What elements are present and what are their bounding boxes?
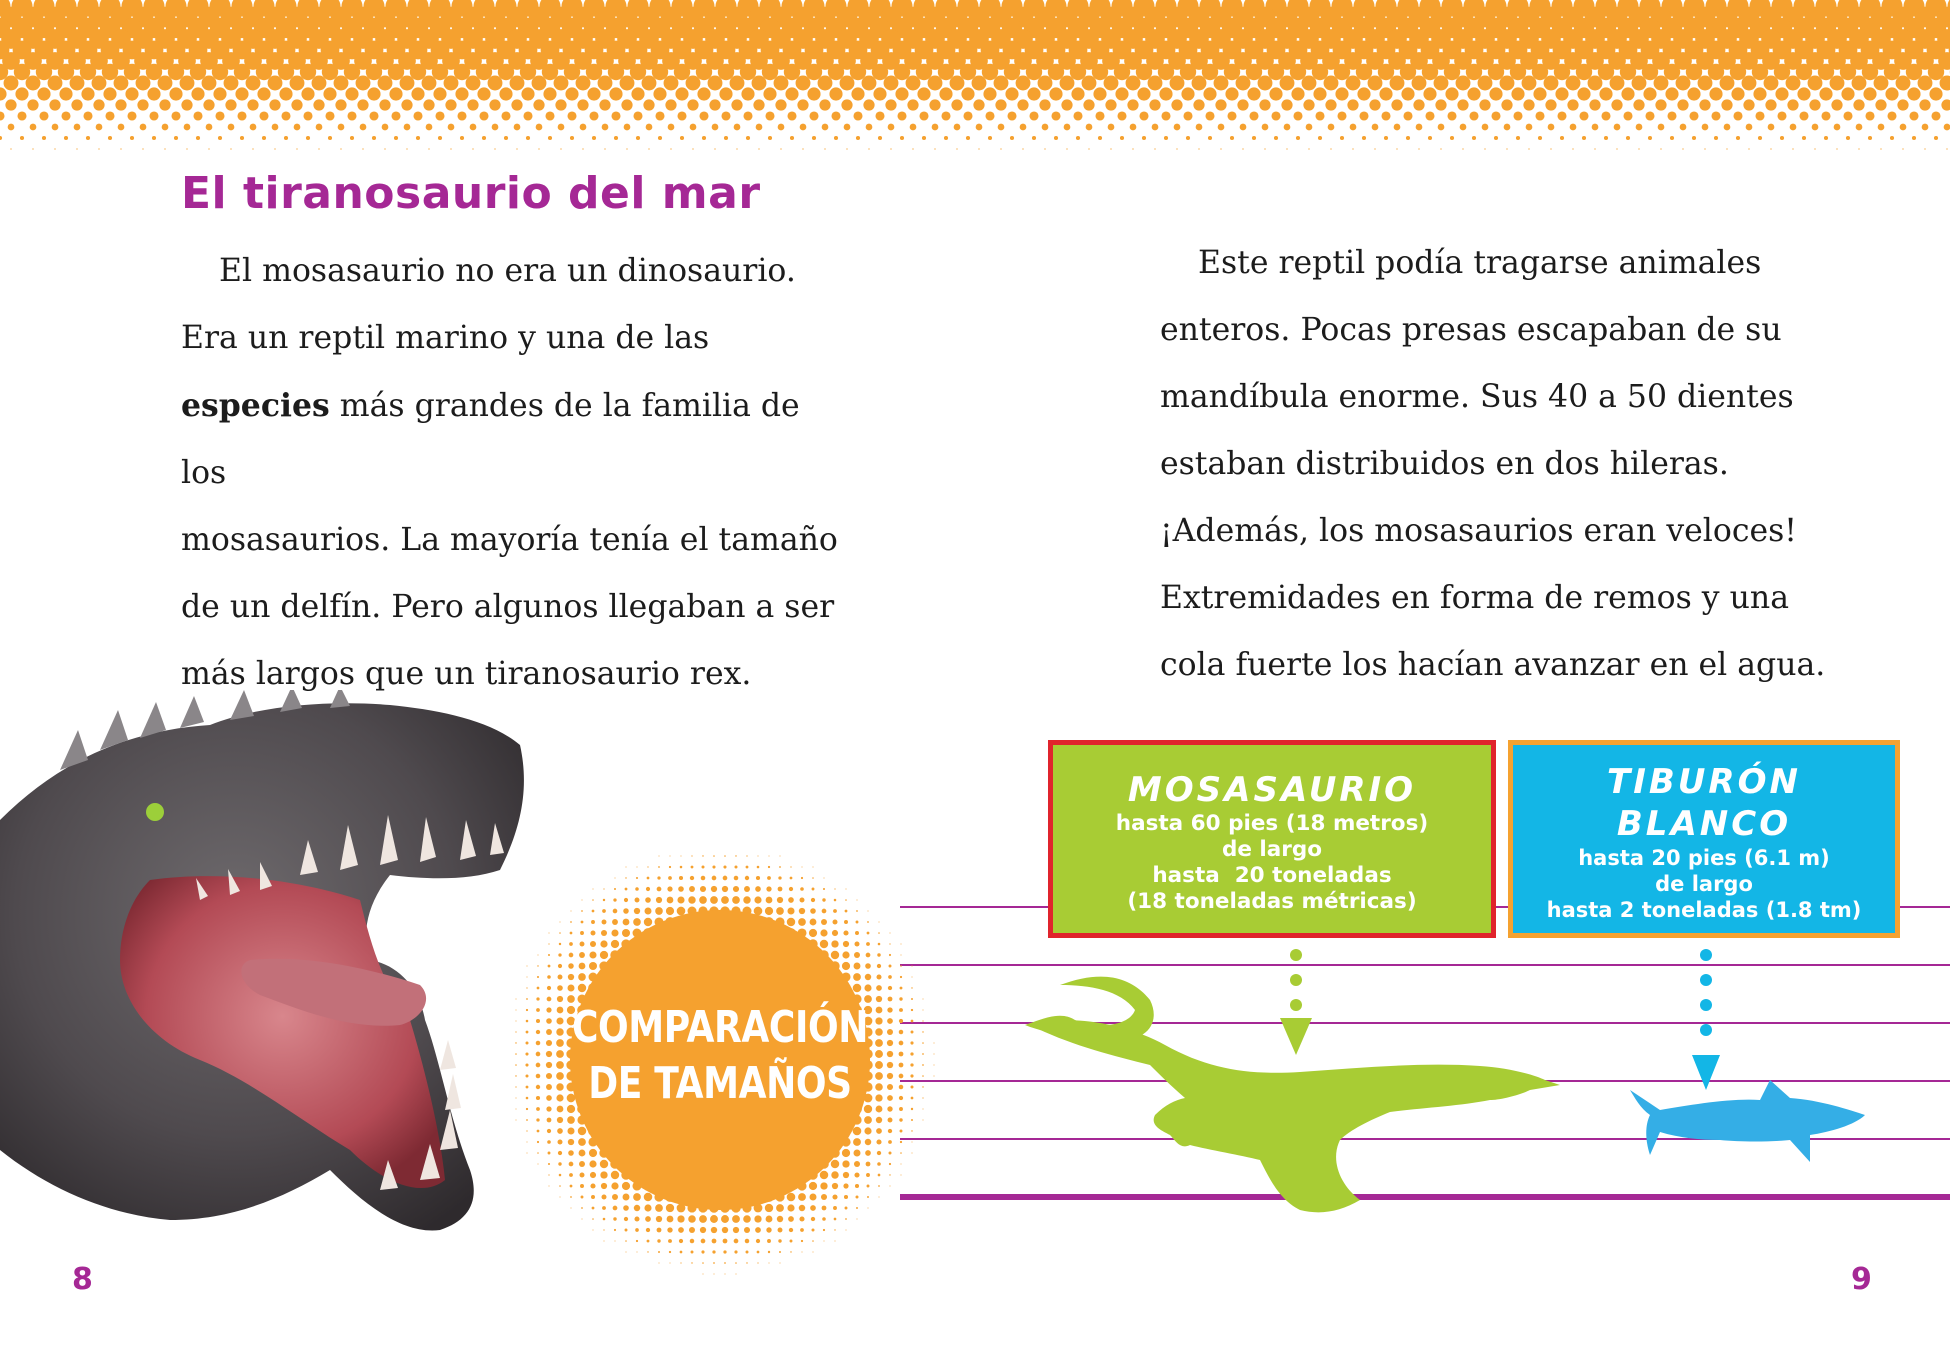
- text-line: El mosasaurio no era un dinosaurio.: [219, 253, 796, 289]
- dotted-down-arrow: [1692, 949, 1720, 1090]
- text-line: ¡Además, los mosasaurios eran veloces!: [1160, 513, 1797, 549]
- scale-lines: [900, 907, 1950, 1197]
- text-line: estaban distribuidos en dos hileras.: [1160, 446, 1729, 482]
- text-line: Este reptil podía tragarse animales: [1198, 245, 1762, 281]
- shark-name: BLANCO: [1616, 804, 1792, 844]
- size-comparison-label: COMPARACIÓN DE TAMAÑOS: [571, 1002, 869, 1109]
- text-line: Extremidades en forma de remos y una: [1160, 580, 1789, 616]
- shark-name: TIBURÓN: [1607, 762, 1801, 802]
- mosasaurus-info-box: [1048, 740, 1496, 938]
- mosasaurus-length-unit: de largo: [1221, 837, 1323, 862]
- text-line: cola fuerte los hacían avanzar en el agua.: [1160, 647, 1826, 683]
- shark-length-unit: de largo: [1655, 872, 1753, 896]
- shark-length: hasta 20 pies (6.1 m): [1578, 846, 1830, 870]
- page-number-right: 9: [1851, 1262, 1872, 1297]
- text-line: más largos que un tiranosaurio rex.: [181, 656, 752, 692]
- text-line: enteros. Pocas presas escapaban de su: [1160, 312, 1782, 348]
- right-paragraph: [1160, 230, 1880, 699]
- shark-info-box: [1508, 740, 1900, 938]
- left-paragraph: [181, 238, 841, 708]
- text-line: especies más grandes de la familia de los: [181, 387, 800, 491]
- text-line: de un delfín. Pero algunos llegaban a ser: [181, 589, 835, 625]
- halftone-dot-band: [0, 0, 1950, 150]
- mosasaurus-name: MOSASAURIO: [1127, 770, 1417, 810]
- shark-weight: hasta 2 toneladas (1.8 tm): [1546, 898, 1862, 922]
- mosasaurus-weight-metric: (18 toneladas métricas): [1127, 889, 1417, 914]
- text-line: Era un reptil marino y una de las: [181, 320, 710, 356]
- mosasaurus-weight: hasta 20 toneladas: [1152, 863, 1392, 888]
- page-title: El tiranosaurio del mar: [181, 168, 761, 219]
- text-line: mosasaurios. La mayoría tenía el tamaño: [181, 522, 838, 558]
- page-number-left: 8: [72, 1262, 93, 1297]
- mosasaurus-silhouette: [1025, 977, 1560, 1213]
- great-white-shark-silhouette: [1630, 1080, 1865, 1162]
- text-line: mandíbula enorme. Sus 40 a 50 dientes: [1160, 379, 1794, 415]
- glossary-term: especies: [181, 387, 330, 424]
- mosasaurus-head-illustration: [0, 690, 524, 1230]
- mosasaurus-length: hasta 60 pies (18 metros): [1115, 811, 1429, 836]
